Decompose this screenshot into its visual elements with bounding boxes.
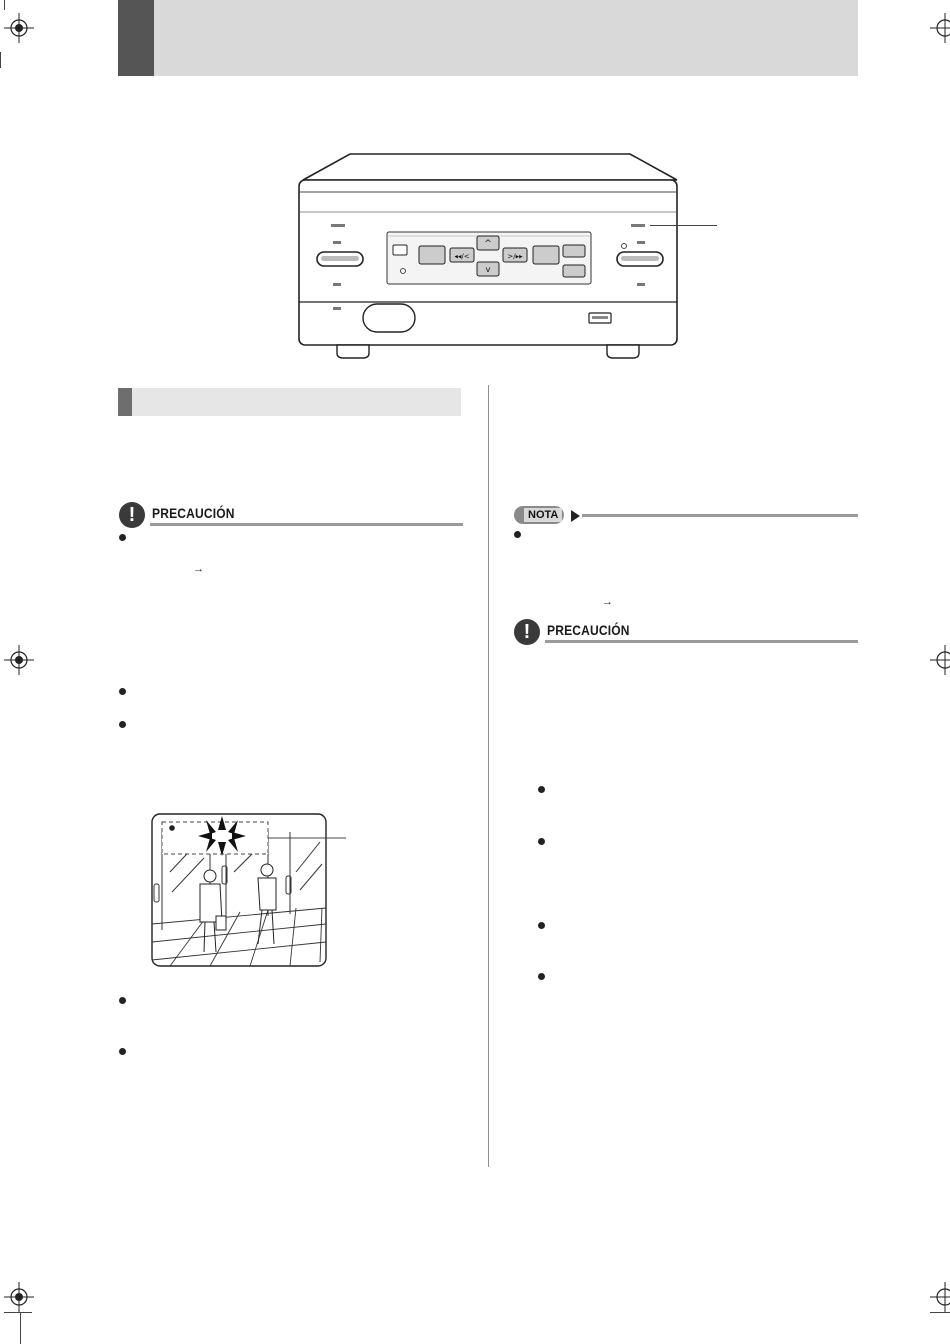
camera-scene-illustration: [150, 812, 360, 970]
caution-heading: PRECAUCIÓN: [547, 622, 630, 638]
bullet-icon: [538, 922, 545, 929]
registration-mark-icon: [4, 13, 34, 43]
registration-mark-icon: [930, 1282, 950, 1312]
bullet-icon: [538, 838, 545, 845]
note-arrow-icon: [568, 508, 582, 524]
bullet-icon: [514, 531, 521, 538]
section-header-tab: [118, 388, 132, 416]
caution-heading: PRECAUCIÓN: [152, 505, 235, 521]
page-header-tab: [118, 0, 154, 76]
caution-heading-rule: [150, 523, 463, 526]
section-header-bar: [118, 388, 461, 416]
page-header-bar: [118, 0, 858, 76]
device-front-panel-illustration: [295, 150, 725, 365]
bullet-icon: [538, 786, 545, 793]
crop-mark: [20, 1312, 21, 1344]
bullet-icon: [119, 534, 126, 541]
svg-text:◂◂/<: ◂◂/<: [454, 252, 470, 261]
bullet-icon: [119, 688, 126, 695]
crop-mark: [0, 52, 1, 68]
svg-text:v: v: [485, 265, 491, 274]
arrow-icon: →: [602, 596, 613, 608]
note-rule: [582, 514, 858, 517]
bullet-icon: [119, 721, 126, 728]
svg-text:^: ^: [484, 239, 492, 249]
registration-mark-icon: [930, 645, 950, 675]
column-divider: [488, 385, 489, 1167]
crop-mark: [930, 1312, 950, 1313]
crop-mark: [4, 1312, 32, 1313]
crop-mark: [4, 0, 5, 10]
note-badge-label: NOTA: [524, 508, 562, 522]
bullet-icon: [119, 997, 126, 1004]
caution-icon: !: [514, 619, 540, 645]
registration-mark-icon: [930, 13, 950, 43]
svg-text:>/▸▸: >/▸▸: [507, 252, 523, 261]
note-badge: [514, 506, 584, 526]
registration-mark-icon: [4, 645, 34, 675]
caution-heading-rule: [545, 640, 858, 643]
arrow-icon: →: [193, 563, 204, 575]
caution-icon: !: [119, 502, 145, 528]
registration-mark-icon: [4, 1282, 34, 1312]
bullet-icon: [538, 973, 545, 980]
bullet-icon: [119, 1048, 126, 1055]
